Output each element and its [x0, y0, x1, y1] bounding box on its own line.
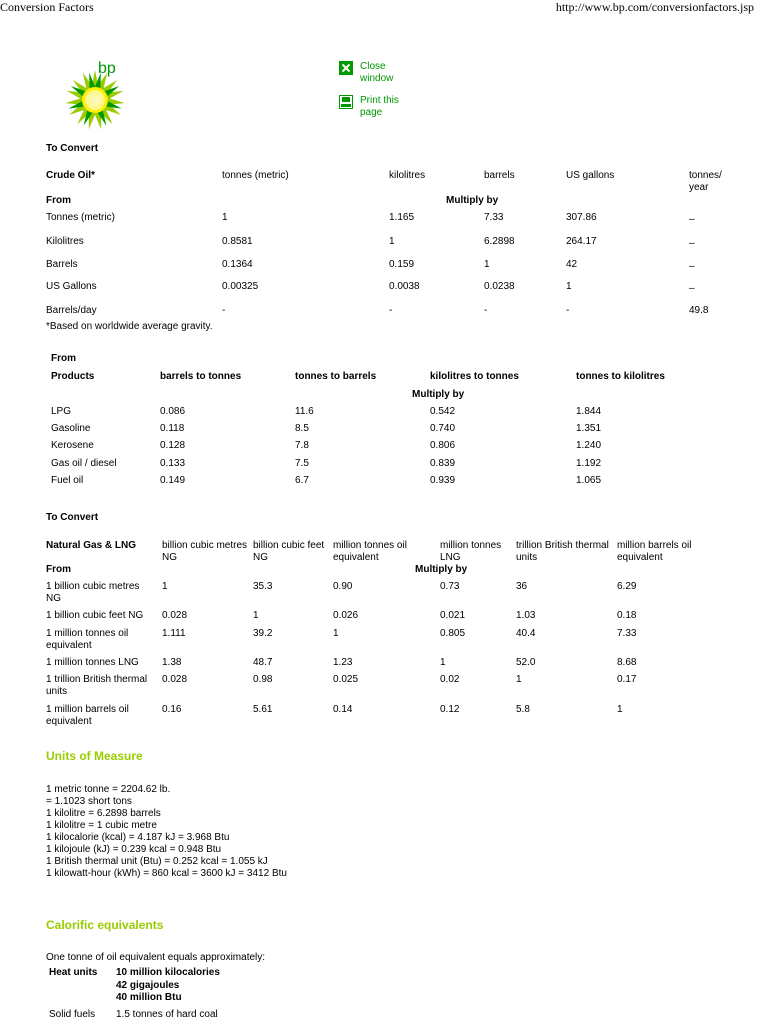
heat-unit-value: 42 gigajoules: [116, 980, 180, 991]
table-row-label: LPG: [51, 406, 72, 417]
table-cell: 1: [162, 581, 168, 592]
table-row-label: 1 million barrels oil equivalent: [46, 704, 129, 727]
table-cell: 1: [440, 657, 446, 668]
table-cell: 1: [253, 610, 259, 621]
page-title: Conversion Factors: [0, 0, 94, 14]
units-heading: Units of Measure: [46, 749, 143, 763]
products-col-header: tonnes to barrels: [295, 371, 377, 382]
table-cell: 0.159: [389, 259, 415, 270]
table-cell: 0.0038: [389, 281, 420, 292]
table-row-label: Gas oil / diesel: [51, 458, 117, 469]
table-row-label: Barrels/day: [46, 305, 97, 316]
table-cell: 0.026: [333, 610, 359, 621]
table-cell: 52.0: [516, 657, 536, 668]
crude-from-label: From: [46, 195, 71, 206]
products-col-header: tonnes to kilolitres: [576, 371, 665, 382]
gas-from-label: From: [46, 564, 71, 575]
close-icon[interactable]: [339, 61, 353, 75]
table-cell: 1.03: [516, 610, 536, 621]
table-cell: 0.0238: [484, 281, 515, 292]
print-page-link[interactable]: Print this page: [360, 95, 399, 118]
table-cell: 1.844: [576, 406, 602, 417]
crude-col-header: US gallons: [566, 170, 615, 181]
table-cell: 0.028: [162, 674, 188, 685]
table-cell: 0.00325: [222, 281, 259, 292]
table-row-label: Tonnes (metric): [46, 212, 115, 223]
table-cell: 7.8: [295, 440, 309, 451]
table-cell: 0.149: [160, 475, 186, 486]
table-cell: 1.240: [576, 440, 602, 451]
table-cell: 0.542: [430, 406, 456, 417]
table-cell: 0.128: [160, 440, 186, 451]
table-cell: 0.8581: [222, 236, 253, 247]
list-item: 1 kilolitre = 1 cubic metre: [46, 820, 157, 831]
list-item: 1 kilolitre = 6.2898 barrels: [46, 808, 161, 819]
crude-multiply-by: Multiply by: [446, 195, 499, 206]
table-cell: 35.3: [253, 581, 273, 592]
list-item: = 1.1023 short tons: [46, 796, 132, 807]
table-cell: -: [566, 305, 570, 316]
table-cell: 8.68: [617, 657, 637, 668]
table-cell: 6.2898: [484, 236, 515, 247]
table-cell: 0.14: [333, 704, 353, 715]
table-cell: -: [389, 305, 393, 316]
table-cell: 49.8: [689, 305, 709, 316]
print-icon[interactable]: [339, 95, 353, 109]
table-cell: 0.021: [440, 610, 466, 621]
table-cell: 1.351: [576, 423, 602, 434]
table-cell: 0.025: [333, 674, 359, 685]
table-cell: 0.98: [253, 674, 273, 685]
table-cell: –: [689, 283, 695, 294]
bp-logo: [64, 58, 126, 130]
table-cell: 5.61: [253, 704, 273, 715]
table-row-label: Gasoline: [51, 423, 91, 434]
table-cell: 0.02: [440, 674, 460, 685]
table-cell: -: [222, 305, 226, 316]
table-cell: 1.065: [576, 475, 602, 486]
products-col-header: kilolitres to tonnes: [430, 371, 519, 382]
close-window-link[interactable]: Close window: [360, 61, 394, 84]
table-row-label: Kilolitres: [46, 236, 84, 247]
crude-col-header: tonnes (metric): [222, 170, 289, 181]
solid-fuels-label: Solid fuels: [49, 1009, 96, 1020]
crude-col-header: barrels: [484, 170, 515, 181]
table-cell: 0.806: [430, 440, 456, 451]
gas-col-header: million tonnes oil equivalent: [333, 540, 407, 563]
table-cell: 0.17: [617, 674, 637, 685]
table-cell: 36: [516, 581, 528, 592]
list-item: 1 British thermal unit (Btu) = 0.252 kcal = 1.055 kJ: [46, 856, 268, 867]
table-row-label: 1 billion cubic feet NG: [46, 610, 144, 621]
table-cell: 0.1364: [222, 259, 253, 270]
table-cell: 1: [566, 281, 572, 292]
products-from-label: From: [51, 353, 76, 364]
calorific-intro: One tonne of oil equivalent equals approximately:: [46, 952, 266, 963]
table-cell: 307.86: [566, 212, 597, 223]
table-cell: 1.165: [389, 212, 415, 223]
table-cell: 1: [222, 212, 228, 223]
table-cell: 0.118: [160, 423, 185, 434]
table-row-label: 1 million tonnes LNG: [46, 657, 139, 668]
table-cell: 0.086: [160, 406, 186, 417]
table-row-label: Barrels: [46, 259, 78, 270]
table-cell: 7.33: [617, 628, 637, 639]
products-multiply-by: Multiply by: [412, 389, 465, 400]
list-item: 1 kilojoule (kJ) = 0.239 kcal = 0.948 Btu: [46, 844, 222, 855]
table-cell: –: [689, 214, 695, 225]
table-cell: 0.939: [430, 475, 456, 486]
table-row-label: US Gallons: [46, 281, 97, 292]
table-cell: 1: [516, 674, 522, 685]
table-cell: 0.18: [617, 610, 637, 621]
table-cell: 7.33: [484, 212, 504, 223]
table-cell: 0.839: [430, 458, 456, 469]
table-cell: 1: [389, 236, 395, 247]
table-cell: 0.16: [162, 704, 182, 715]
table-cell: 6.7: [295, 475, 309, 486]
gas-col-header: million tonnes LNG: [440, 540, 502, 563]
table-row-label: Kerosene: [51, 440, 94, 451]
table-cell: 0.12: [440, 704, 460, 715]
gas-title: Natural Gas & LNG: [46, 540, 137, 551]
crude-col-header: tonnes/ year: [689, 170, 722, 193]
table-cell: 42: [566, 259, 578, 270]
table-cell: 0.133: [160, 458, 186, 469]
table-cell: 39.2: [253, 628, 273, 639]
gas-col-header: billion cubic metres NG: [162, 540, 248, 563]
products-col-header: barrels to tonnes: [160, 371, 242, 382]
table-cell: 0.73: [440, 581, 460, 592]
gas-col-header: billion cubic feet NG: [253, 540, 325, 563]
list-item: 1 kilocalorie (kcal) = 4.187 kJ = 3.968 Btu: [46, 832, 230, 843]
table-cell: 0.740: [430, 423, 456, 434]
table-cell: 1.38: [162, 657, 182, 668]
calorific-heading: Calorific equivalents: [46, 918, 164, 932]
table-row-label: 1 million tonnes oil equivalent: [46, 628, 129, 651]
table-cell: 0.028: [162, 610, 188, 621]
table-cell: 1: [617, 704, 623, 715]
bp-logo-text: bp: [98, 60, 116, 77]
table-cell: 1: [333, 628, 339, 639]
heat-unit-value: 10 million kilocalories: [116, 967, 220, 978]
table-cell: 0.805: [440, 628, 466, 639]
table-cell: 8.5: [295, 423, 309, 434]
table-cell: 1.23: [333, 657, 353, 668]
table-cell: 1.192: [576, 458, 602, 469]
table-cell: 264.17: [566, 236, 597, 247]
table-cell: 6.29: [617, 581, 637, 592]
gas-col-header: million barrels oil equivalent: [617, 540, 692, 563]
table-cell: 1.111: [162, 628, 186, 639]
list-item: 1 metric tonne = 2204.62 lb.: [46, 784, 171, 795]
table-cell: -: [484, 305, 488, 316]
list-item: 1 kilowatt-hour (kWh) = 860 kcal = 3600 kJ = 3412 Btu: [46, 868, 287, 879]
gas-col-header: trillion British thermal units: [516, 540, 609, 563]
table-cell: 5.8: [516, 704, 530, 715]
crude-col-header: kilolitres: [389, 170, 426, 181]
page-url: http://www.bp.com/conversionfactors.jsp: [555, 0, 754, 14]
table-cell: 1: [484, 259, 490, 270]
crude-footnote: *Based on worldwide average gravity.: [46, 321, 213, 332]
solid-fuel-value: 1.5 tonnes of hard coal: [116, 1009, 218, 1020]
table-cell: 48.7: [253, 657, 273, 668]
gas-multiply-by: Multiply by: [415, 564, 468, 575]
table-cell: 11.6: [295, 406, 314, 417]
crude-title: Crude Oil*: [46, 170, 95, 181]
heat-units-label: Heat units: [49, 967, 98, 978]
products-title: Products: [51, 371, 95, 382]
table-cell: 7.5: [295, 458, 309, 469]
table-cell: –: [689, 238, 695, 249]
table-cell: 40.4: [516, 628, 536, 639]
table-row-label: 1 trillion British thermal units: [46, 674, 148, 697]
table-row-label: Fuel oil: [51, 475, 84, 486]
heat-unit-value: 40 million Btu: [116, 992, 182, 1003]
table-row-label: 1 billion cubic metres NG: [46, 581, 140, 604]
table-cell: –: [689, 261, 695, 272]
crude-to-convert: To Convert: [46, 143, 99, 154]
gas-to-convert: To Convert: [46, 512, 99, 523]
table-cell: 0.90: [333, 581, 353, 592]
